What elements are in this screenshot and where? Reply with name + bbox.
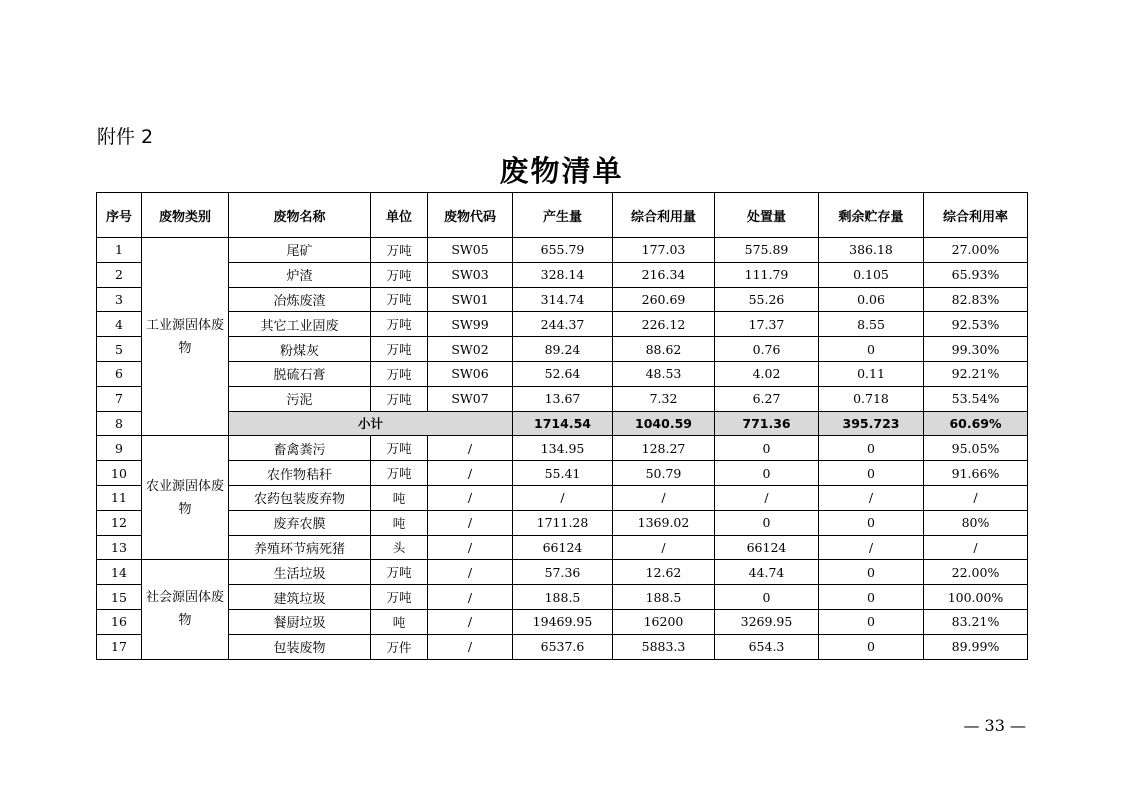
stored-cell: 0 (819, 560, 924, 585)
utilized-cell: 16200 (613, 609, 715, 634)
utilization-rate-cell: 92.21% (924, 361, 1028, 386)
generated-cell: 314.74 (513, 287, 613, 312)
stored-cell: 386.18 (819, 238, 924, 263)
generated-cell: 19469.95 (513, 609, 613, 634)
disposed-cell: 4.02 (715, 361, 819, 386)
generated-cell: 13.67 (513, 386, 613, 411)
waste-name-cell: 畜禽粪污 (229, 436, 371, 461)
row-number-cell: 8 (97, 411, 142, 436)
generated-cell: 66124 (513, 535, 613, 560)
row-number-cell: 11 (97, 485, 142, 510)
disposed-cell: 6.27 (715, 386, 819, 411)
waste-code-cell: SW01 (428, 287, 513, 312)
generated-cell: 244.37 (513, 312, 613, 337)
waste-code-cell: / (428, 609, 513, 634)
header-cell: 废物代码 (428, 193, 513, 238)
subtotal-generated-cell: 1714.54 (513, 411, 613, 436)
disposed-cell: 0 (715, 585, 819, 610)
utilized-cell: 50.79 (613, 461, 715, 486)
disposed-cell: 0 (715, 461, 819, 486)
utilization-rate-cell: / (924, 535, 1028, 560)
unit-cell: 万吨 (371, 337, 428, 362)
document-title: 废物清单 (499, 154, 624, 188)
subtotal-utilized-cell: 1040.59 (613, 411, 715, 436)
table-row (97, 386, 1028, 411)
utilized-cell: 226.12 (613, 312, 715, 337)
waste-name-cell: 农作物秸秆 (229, 461, 371, 486)
disposed-cell: 17.37 (715, 312, 819, 337)
disposed-cell: 0 (715, 510, 819, 535)
utilization-rate-cell: 22.00% (924, 560, 1028, 585)
stored-cell: 0 (819, 634, 924, 659)
waste-code-cell: / (428, 485, 513, 510)
table-row (97, 510, 1028, 535)
table-row (97, 312, 1028, 337)
disposed-cell: 111.79 (715, 262, 819, 287)
utilized-cell: 1369.02 (613, 510, 715, 535)
generated-cell: 655.79 (513, 238, 613, 263)
waste-inventory-table (96, 192, 1028, 660)
stored-cell: 0.11 (819, 361, 924, 386)
waste-name-cell: 废弃农膜 (229, 510, 371, 535)
row-number-cell: 13 (97, 535, 142, 560)
disposed-cell: 654.3 (715, 634, 819, 659)
table-row (97, 461, 1028, 486)
disposed-cell: 44.74 (715, 560, 819, 585)
generated-cell: 57.36 (513, 560, 613, 585)
disposed-cell: 0.76 (715, 337, 819, 362)
utilized-cell: 5883.3 (613, 634, 715, 659)
row-number-cell: 17 (97, 634, 142, 659)
utilized-cell: / (613, 535, 715, 560)
utilization-rate-cell: 82.83% (924, 287, 1028, 312)
utilized-cell: / (613, 485, 715, 510)
stored-cell: 0.06 (819, 287, 924, 312)
utilized-cell: 216.34 (613, 262, 715, 287)
stored-cell: 0 (819, 436, 924, 461)
utilized-cell: 88.62 (613, 337, 715, 362)
table-row (97, 287, 1028, 312)
table-row (97, 609, 1028, 634)
waste-name-cell: 建筑垃圾 (229, 585, 371, 610)
stored-cell: 8.55 (819, 312, 924, 337)
table-row (97, 436, 1028, 461)
unit-cell: 万吨 (371, 560, 428, 585)
waste-name-cell: 冶炼废渣 (229, 287, 371, 312)
row-number-cell: 14 (97, 560, 142, 585)
utilization-rate-cell: 91.66% (924, 461, 1028, 486)
stored-cell: / (819, 485, 924, 510)
disposed-cell: 575.89 (715, 238, 819, 263)
row-number-cell: 6 (97, 361, 142, 386)
stored-cell: / (819, 535, 924, 560)
waste-name-cell: 餐厨垃圾 (229, 609, 371, 634)
header-cell: 单位 (371, 193, 428, 238)
unit-cell: 万吨 (371, 585, 428, 610)
subtotal-label: 小计 (229, 411, 513, 436)
subtotal-stored-cell: 395.723 (819, 411, 924, 436)
waste-code-cell: SW99 (428, 312, 513, 337)
utilized-cell: 7.32 (613, 386, 715, 411)
unit-cell: 万吨 (371, 262, 428, 287)
subtotal-utilization-rate-cell: 60.69% (924, 411, 1028, 436)
waste-code-cell: SW07 (428, 386, 513, 411)
stored-cell: 0 (819, 510, 924, 535)
unit-cell: 万吨 (371, 312, 428, 337)
row-number-cell: 9 (97, 436, 142, 461)
disposed-cell: 55.26 (715, 287, 819, 312)
header-cell: 废物名称 (229, 193, 371, 238)
unit-cell: 万吨 (371, 436, 428, 461)
header-cell: 剩余贮存量 (819, 193, 924, 238)
unit-cell: 万吨 (371, 386, 428, 411)
stored-cell: 0 (819, 609, 924, 634)
waste-code-cell: / (428, 585, 513, 610)
disposed-cell: 66124 (715, 535, 819, 560)
generated-cell: 52.64 (513, 361, 613, 386)
utilization-rate-cell: 92.53% (924, 312, 1028, 337)
utilization-rate-cell: 80% (924, 510, 1028, 535)
generated-cell: 6537.6 (513, 634, 613, 659)
row-number-cell: 2 (97, 262, 142, 287)
stored-cell: 0 (819, 585, 924, 610)
table-header-row (97, 193, 1028, 238)
row-number-cell: 5 (97, 337, 142, 362)
stored-cell: 0.105 (819, 262, 924, 287)
waste-code-cell: SW06 (428, 361, 513, 386)
waste-name-cell: 脱硫石膏 (229, 361, 371, 386)
unit-cell: 万吨 (371, 361, 428, 386)
row-number-cell: 1 (97, 238, 142, 263)
waste-name-cell: 包装废物 (229, 634, 371, 659)
row-number-cell: 15 (97, 585, 142, 610)
generated-cell: 134.95 (513, 436, 613, 461)
table-row (97, 535, 1028, 560)
category-cell: 社会源固体废物 (142, 560, 229, 659)
table-row (97, 361, 1028, 386)
subtotal-row (97, 411, 1028, 436)
header-cell: 废物类别 (142, 193, 229, 238)
unit-cell: 万吨 (371, 287, 428, 312)
disposed-cell: / (715, 485, 819, 510)
utilization-rate-cell: 95.05% (924, 436, 1028, 461)
unit-cell: 吨 (371, 510, 428, 535)
attachment-label: 附件 2 (97, 126, 154, 148)
waste-name-cell: 炉渣 (229, 262, 371, 287)
row-number-cell: 4 (97, 312, 142, 337)
waste-name-cell: 污泥 (229, 386, 371, 411)
waste-name-cell: 养殖环节病死猪 (229, 535, 371, 560)
waste-code-cell: / (428, 510, 513, 535)
generated-cell: 188.5 (513, 585, 613, 610)
stored-cell: 0.718 (819, 386, 924, 411)
unit-cell: 万吨 (371, 238, 428, 263)
utilized-cell: 260.69 (613, 287, 715, 312)
generated-cell: 89.24 (513, 337, 613, 362)
unit-cell: 万件 (371, 634, 428, 659)
utilized-cell: 177.03 (613, 238, 715, 263)
waste-code-cell: SW02 (428, 337, 513, 362)
unit-cell: 万吨 (371, 461, 428, 486)
row-number-cell: 16 (97, 609, 142, 634)
waste-name-cell: 农药包装废弃物 (229, 485, 371, 510)
utilized-cell: 188.5 (613, 585, 715, 610)
waste-name-cell: 生活垃圾 (229, 560, 371, 585)
utilized-cell: 48.53 (613, 361, 715, 386)
row-number-cell: 3 (97, 287, 142, 312)
utilization-rate-cell: 27.00% (924, 238, 1028, 263)
stored-cell: 0 (819, 461, 924, 486)
unit-cell: 头 (371, 535, 428, 560)
utilized-cell: 128.27 (613, 436, 715, 461)
stored-cell: 0 (819, 337, 924, 362)
utilization-rate-cell: 65.93% (924, 262, 1028, 287)
waste-code-cell: SW05 (428, 238, 513, 263)
header-cell: 产生量 (513, 193, 613, 238)
waste-code-cell: / (428, 634, 513, 659)
waste-name-cell: 其它工业固废 (229, 312, 371, 337)
page-number: — 33 — (963, 716, 1026, 735)
header-cell: 综合利用率 (924, 193, 1028, 238)
table-row (97, 337, 1028, 362)
header-cell: 序号 (97, 193, 142, 238)
table-row (97, 585, 1028, 610)
disposed-cell: 0 (715, 436, 819, 461)
subtotal-disposed-cell: 771.36 (715, 411, 819, 436)
unit-cell: 吨 (371, 485, 428, 510)
utilization-rate-cell: 99.30% (924, 337, 1028, 362)
waste-code-cell: / (428, 436, 513, 461)
table-row (97, 262, 1028, 287)
row-number-cell: 7 (97, 386, 142, 411)
utilization-rate-cell: 53.54% (924, 386, 1028, 411)
waste-name-cell: 尾矿 (229, 238, 371, 263)
generated-cell: 328.14 (513, 262, 613, 287)
table-row (97, 238, 1028, 263)
disposed-cell: 3269.95 (715, 609, 819, 634)
generated-cell: 1711.28 (513, 510, 613, 535)
table-row (97, 634, 1028, 659)
category-cell: 农业源固体废物 (142, 436, 229, 560)
waste-code-cell: SW03 (428, 262, 513, 287)
waste-code-cell: / (428, 461, 513, 486)
waste-code-cell: / (428, 560, 513, 585)
utilization-rate-cell: 100.00% (924, 585, 1028, 610)
utilization-rate-cell: 89.99% (924, 634, 1028, 659)
utilization-rate-cell: / (924, 485, 1028, 510)
header-cell: 处置量 (715, 193, 819, 238)
table-row (97, 485, 1028, 510)
waste-name-cell: 粉煤灰 (229, 337, 371, 362)
utilized-cell: 12.62 (613, 560, 715, 585)
row-number-cell: 12 (97, 510, 142, 535)
row-number-cell: 10 (97, 461, 142, 486)
utilization-rate-cell: 83.21% (924, 609, 1028, 634)
table-row (97, 560, 1028, 585)
generated-cell: 55.41 (513, 461, 613, 486)
header-cell: 综合利用量 (613, 193, 715, 238)
unit-cell: 吨 (371, 609, 428, 634)
generated-cell: / (513, 485, 613, 510)
category-cell: 工业源固体废物 (142, 238, 229, 436)
waste-code-cell: / (428, 535, 513, 560)
